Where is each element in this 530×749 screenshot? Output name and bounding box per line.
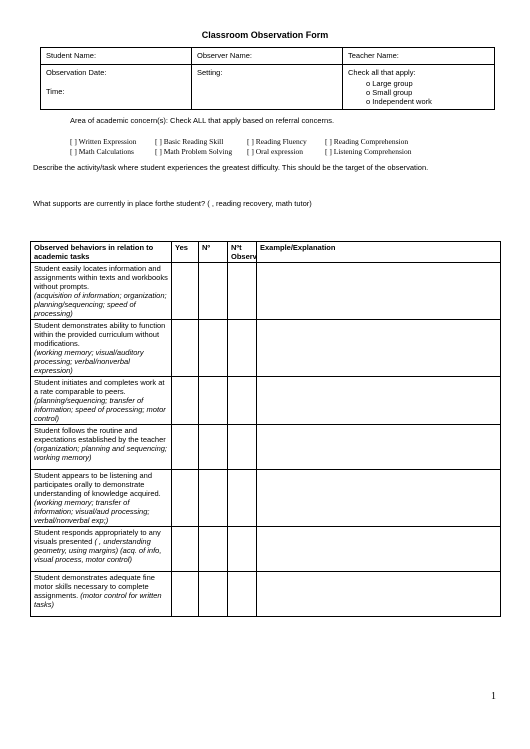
supports-prompt: What supports are currently in place forthe student? ( , reading recovery, math tutor) (33, 199, 312, 208)
concern-col-4 (325, 137, 411, 157)
teacher-name-field[interactable] (343, 48, 495, 65)
no-cell[interactable] (199, 263, 228, 320)
concern-reading-fluency[interactable]: [ ] Reading Fluency (247, 137, 307, 146)
example-cell[interactable] (257, 377, 501, 425)
not-observed-cell[interactable] (228, 377, 257, 425)
setting-label: Setting: (197, 68, 223, 77)
behavior-text: Student appears to be listening and participates orally to demonstrate understanding of knowledge acquired. (34, 471, 161, 498)
grouping-field (343, 65, 495, 110)
option-small-group[interactable]: o Small group (366, 88, 413, 97)
behavior-note: (planning/sequencing; transfer of information; speed of processing; motor control) (34, 396, 166, 423)
yes-cell[interactable] (172, 320, 199, 377)
yes-cell[interactable] (172, 377, 199, 425)
check-all-label: Check all that apply: (348, 68, 416, 77)
behavior-text: Student demonstrates adequate fine motor skills necessary to complete assignments. (34, 573, 155, 600)
teacher-name-label: Teacher Name: (348, 51, 399, 60)
table-row (31, 377, 501, 425)
table-row (31, 470, 501, 527)
example-header: Example/Explanation (257, 242, 501, 263)
behavior-note: (working memory; visual/auditory processing; verbal/nonverbal expression) (34, 348, 144, 375)
table-row (31, 527, 501, 572)
example-cell[interactable] (257, 263, 501, 320)
behavior-note: (motor control for written tasks) (34, 591, 162, 609)
yes-cell[interactable] (172, 470, 199, 527)
yes-cell[interactable] (172, 425, 199, 470)
yes-cell[interactable] (172, 527, 199, 572)
not-observed-cell[interactable] (228, 572, 257, 617)
observer-name-label: Observer Name: (197, 51, 253, 60)
option-independent-work[interactable]: o Independent work (366, 97, 432, 106)
behavior-text: Student initiates and completes work at a rate comparable to peers. (34, 378, 165, 396)
example-cell[interactable] (257, 572, 501, 617)
concern-math-calculations[interactable]: [ ] Math Calculations (70, 147, 134, 156)
no-cell[interactable] (199, 320, 228, 377)
observation-date-label: Observation Date: (46, 68, 107, 77)
behavior-note: (organization; planning and sequencing; working memory) (34, 444, 168, 462)
behavior-text: Student responds appropriately to any visuals presented (34, 528, 161, 546)
behavior-cell (31, 527, 172, 572)
no-cell[interactable] (199, 527, 228, 572)
example-cell[interactable] (257, 470, 501, 527)
option-large-group[interactable]: o Large group (366, 79, 413, 88)
behavior-text: Student easily locates information and assignments within texts and workbooks without prompts. (34, 264, 168, 291)
no-cell[interactable] (199, 425, 228, 470)
behavior-cell (31, 572, 172, 617)
concern-reading-comprehension[interactable]: [ ] Reading Comprehension (325, 137, 409, 146)
yes-cell[interactable] (172, 263, 199, 320)
area-of-concern-text: Area of academic concern(s): Check ALL that apply based on referral concerns. (70, 116, 335, 125)
not-observed-cell[interactable] (228, 470, 257, 527)
yes-header: Yes (172, 242, 199, 263)
behavior-cell (31, 425, 172, 470)
concern-math-problem-solving[interactable]: [ ] Math Problem Solving (155, 147, 233, 156)
behavior-note: (working memory; transfer of information; visual/aud processing; verbal/nonverbal exp;) (34, 498, 150, 525)
observation-table (30, 241, 501, 617)
student-name-label: Student Name: (46, 51, 97, 60)
not-observed-cell[interactable] (228, 425, 257, 470)
behavior-text: Student follows the routine and expectations established by the teacher (34, 426, 166, 444)
header-info-table (40, 47, 495, 110)
concern-listening-comprehension[interactable]: [ ] Listening Comprehension (325, 147, 412, 156)
concern-oral-expression[interactable]: [ ] Oral expression (247, 147, 304, 156)
example-cell[interactable] (257, 527, 501, 572)
no-cell[interactable] (199, 377, 228, 425)
behavior-note: ( , understanding geometry, using margins) (acq. of info, visual process, motor control) (34, 537, 162, 564)
page-number: 1 (491, 691, 496, 702)
concern-col-2 (155, 137, 232, 157)
behavior-cell (31, 377, 172, 425)
behavior-note: (acquisition of information; organization; planning/sequencing; speed of processing) (34, 291, 167, 318)
behavior-cell (31, 470, 172, 527)
concern-col-1 (70, 137, 136, 157)
yes-cell[interactable] (172, 572, 199, 617)
not-observed-cell[interactable] (228, 527, 257, 572)
not-observed-header: Nºt Observ (228, 242, 257, 263)
setting-field[interactable] (192, 65, 343, 110)
table-row (31, 425, 501, 470)
not-observed-cell[interactable] (228, 263, 257, 320)
behaviors-header: Observed behaviors in relation to academic tasks (31, 242, 172, 263)
example-cell[interactable] (257, 320, 501, 377)
behavior-cell (31, 263, 172, 320)
time-label: Time: (46, 87, 65, 96)
concern-basic-reading[interactable]: [ ] Basic Reading Skill (155, 137, 224, 146)
table-row (31, 263, 501, 320)
example-cell[interactable] (257, 425, 501, 470)
not-observed-cell[interactable] (228, 320, 257, 377)
table-row (31, 320, 501, 377)
concern-written-expression[interactable]: [ ] Written Expression (70, 137, 137, 146)
observation-date-field[interactable] (41, 65, 192, 110)
no-cell[interactable] (199, 572, 228, 617)
no-header: Nº (199, 242, 228, 263)
student-name-field[interactable] (41, 48, 192, 65)
observer-name-field[interactable] (192, 48, 343, 65)
describe-activity-prompt: Describe the activity/task where student experiences the greatest difficulty. This should be the target of the observation. (33, 163, 429, 172)
no-cell[interactable] (199, 470, 228, 527)
behavior-text: Student demonstrates ability to function within the provided curriculum without modifications. (34, 321, 166, 348)
table-row (31, 572, 501, 617)
concern-col-3 (247, 137, 307, 157)
behavior-cell (31, 320, 172, 377)
page-title: Classroom Observation Form (201, 30, 329, 40)
